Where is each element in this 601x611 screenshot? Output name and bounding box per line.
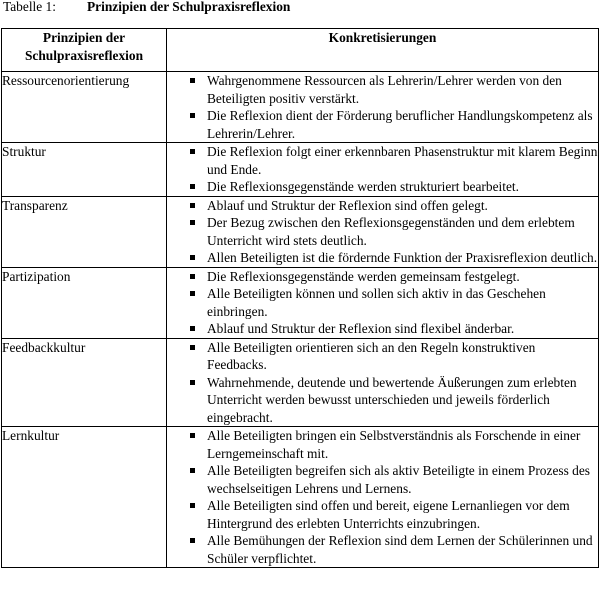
table-row <box>2 196 599 267</box>
header-principles <box>2 29 167 72</box>
principle-cell: Ressourcenorientierung <box>2 72 167 143</box>
list-item-text: Alle Beteiligten begreifen sich als aktiv Beteiligte in einem Prozess des wechselseitigen Lehrens und Lernens. <box>207 463 591 496</box>
list-item <box>167 214 598 249</box>
list-item <box>167 249 598 267</box>
list-item-text: Alle Beteiligten orientieren sich an den Regeln konstruktiven Feedbacks. <box>207 339 536 372</box>
table-row <box>2 427 599 568</box>
square-bullet-icon <box>190 291 195 296</box>
principle-cell: Struktur <box>2 143 167 197</box>
square-bullet-icon <box>190 380 195 385</box>
header-row <box>2 29 599 72</box>
list-item <box>167 285 598 320</box>
list-item-text: Ablauf und Struktur der Reflexion sind offen gelegt. <box>207 197 488 213</box>
list-item-text: Allen Beteiligten ist die fördernde Funktion der Praxisreflexion deutlich. <box>207 250 598 265</box>
details-cell <box>167 338 599 427</box>
square-bullet-icon <box>190 78 195 83</box>
list-item <box>167 107 598 142</box>
list-item-text: Alle Bemühungen der Reflexion sind dem Lernen der Schülerinnen und Schüler verpflichtet. <box>207 533 593 566</box>
principles-table <box>1 28 599 568</box>
details-list <box>167 72 598 142</box>
list-item <box>167 178 598 196</box>
details-list <box>167 143 598 196</box>
list-item-text: Der Bezug zwischen den Reflexionsgegenständen und dem erlebtem Unterricht wird stets deutlich. <box>207 215 575 248</box>
header-details: Konkretisierungen <box>167 29 599 72</box>
table-row <box>2 72 599 143</box>
details-list <box>167 268 598 338</box>
list-item-text: Alle Beteiligten sind offen und bereit, eigene Lernanliegen vor dem Hintergrund des erlebten Unterrichts einzubringen. <box>207 498 570 531</box>
list-item-text: Die Reflexion folgt einer erkennbaren Phasenstruktur mit klarem Beginn und Ende. <box>207 144 598 177</box>
details-cell <box>167 143 599 197</box>
principle-cell: Partizipation <box>2 267 167 338</box>
square-bullet-icon <box>190 503 195 508</box>
list-item <box>167 320 598 338</box>
list-item <box>167 72 598 107</box>
list-item-text: Ablauf und Struktur der Reflexion sind flexibel änderbar. <box>207 321 515 336</box>
square-bullet-icon <box>190 326 195 331</box>
list-item <box>167 374 598 427</box>
list-item <box>167 268 598 286</box>
square-bullet-icon <box>190 203 195 208</box>
table-row <box>2 267 599 338</box>
list-item <box>167 427 598 462</box>
list-item <box>167 532 598 567</box>
square-bullet-icon <box>190 220 195 225</box>
details-list <box>167 339 598 427</box>
square-bullet-icon <box>190 255 195 260</box>
list-item-text: Wahrgenommene Ressourcen als Lehrerin/Lehrer werden von den Beteiligten positiv verstärkt. <box>207 73 562 106</box>
table-row <box>2 143 599 197</box>
square-bullet-icon <box>190 184 195 189</box>
square-bullet-icon <box>190 274 195 279</box>
table-body <box>2 72 599 568</box>
header-principles-line2: Schulpraxisreflexion <box>24 47 144 63</box>
principle-cell: Lernkultur <box>2 427 167 568</box>
square-bullet-icon <box>190 538 195 543</box>
square-bullet-icon <box>190 433 195 438</box>
list-item <box>167 197 598 215</box>
square-bullet-icon <box>190 113 195 118</box>
list-item-text: Alle Beteiligten bringen ein Selbstverständnis als Forschende in einer Lerngemeinschaft mit. <box>207 428 581 461</box>
table-row <box>2 338 599 427</box>
details-cell <box>167 196 599 267</box>
details-list <box>167 427 598 567</box>
list-item <box>167 497 598 532</box>
details-cell <box>167 72 599 143</box>
table-number: Tabelle 1: <box>3 0 56 14</box>
list-item-text: Die Reflexionsgegenstände werden strukturiert bearbeitet. <box>207 179 519 194</box>
table-title: Prinzipien der Schulpraxisreflexion <box>87 0 291 14</box>
list-item-text: Wahrnehmende, deutende und bewertende Äußerungen zum erlebten Unterricht werden bewusst unterschieden und jeweils förderlich eingebracht. <box>207 374 577 425</box>
square-bullet-icon <box>190 149 195 154</box>
list-item <box>167 143 598 178</box>
list-item <box>167 339 598 374</box>
principle-cell: Feedbackkultur <box>2 338 167 427</box>
list-item-text: Alle Beteiligten können und sollen sich aktiv in das Geschehen einbringen. <box>207 286 546 319</box>
table-caption <box>3 0 290 18</box>
details-list <box>167 197 598 267</box>
square-bullet-icon <box>190 345 195 350</box>
header-principles-line1: Prinzipien der <box>42 30 126 45</box>
list-item-text: Die Reflexionsgegenstände werden gemeinsam festgelegt. <box>207 268 520 284</box>
list-item-text: Die Reflexion dient der Förderung beruflicher Handlungskompetenz als Lehrerin/Lehrer. <box>207 108 593 141</box>
square-bullet-icon <box>190 468 195 473</box>
list-item <box>167 462 598 497</box>
principle-cell: Transparenz <box>2 196 167 267</box>
details-cell <box>167 267 599 338</box>
details-cell <box>167 427 599 568</box>
